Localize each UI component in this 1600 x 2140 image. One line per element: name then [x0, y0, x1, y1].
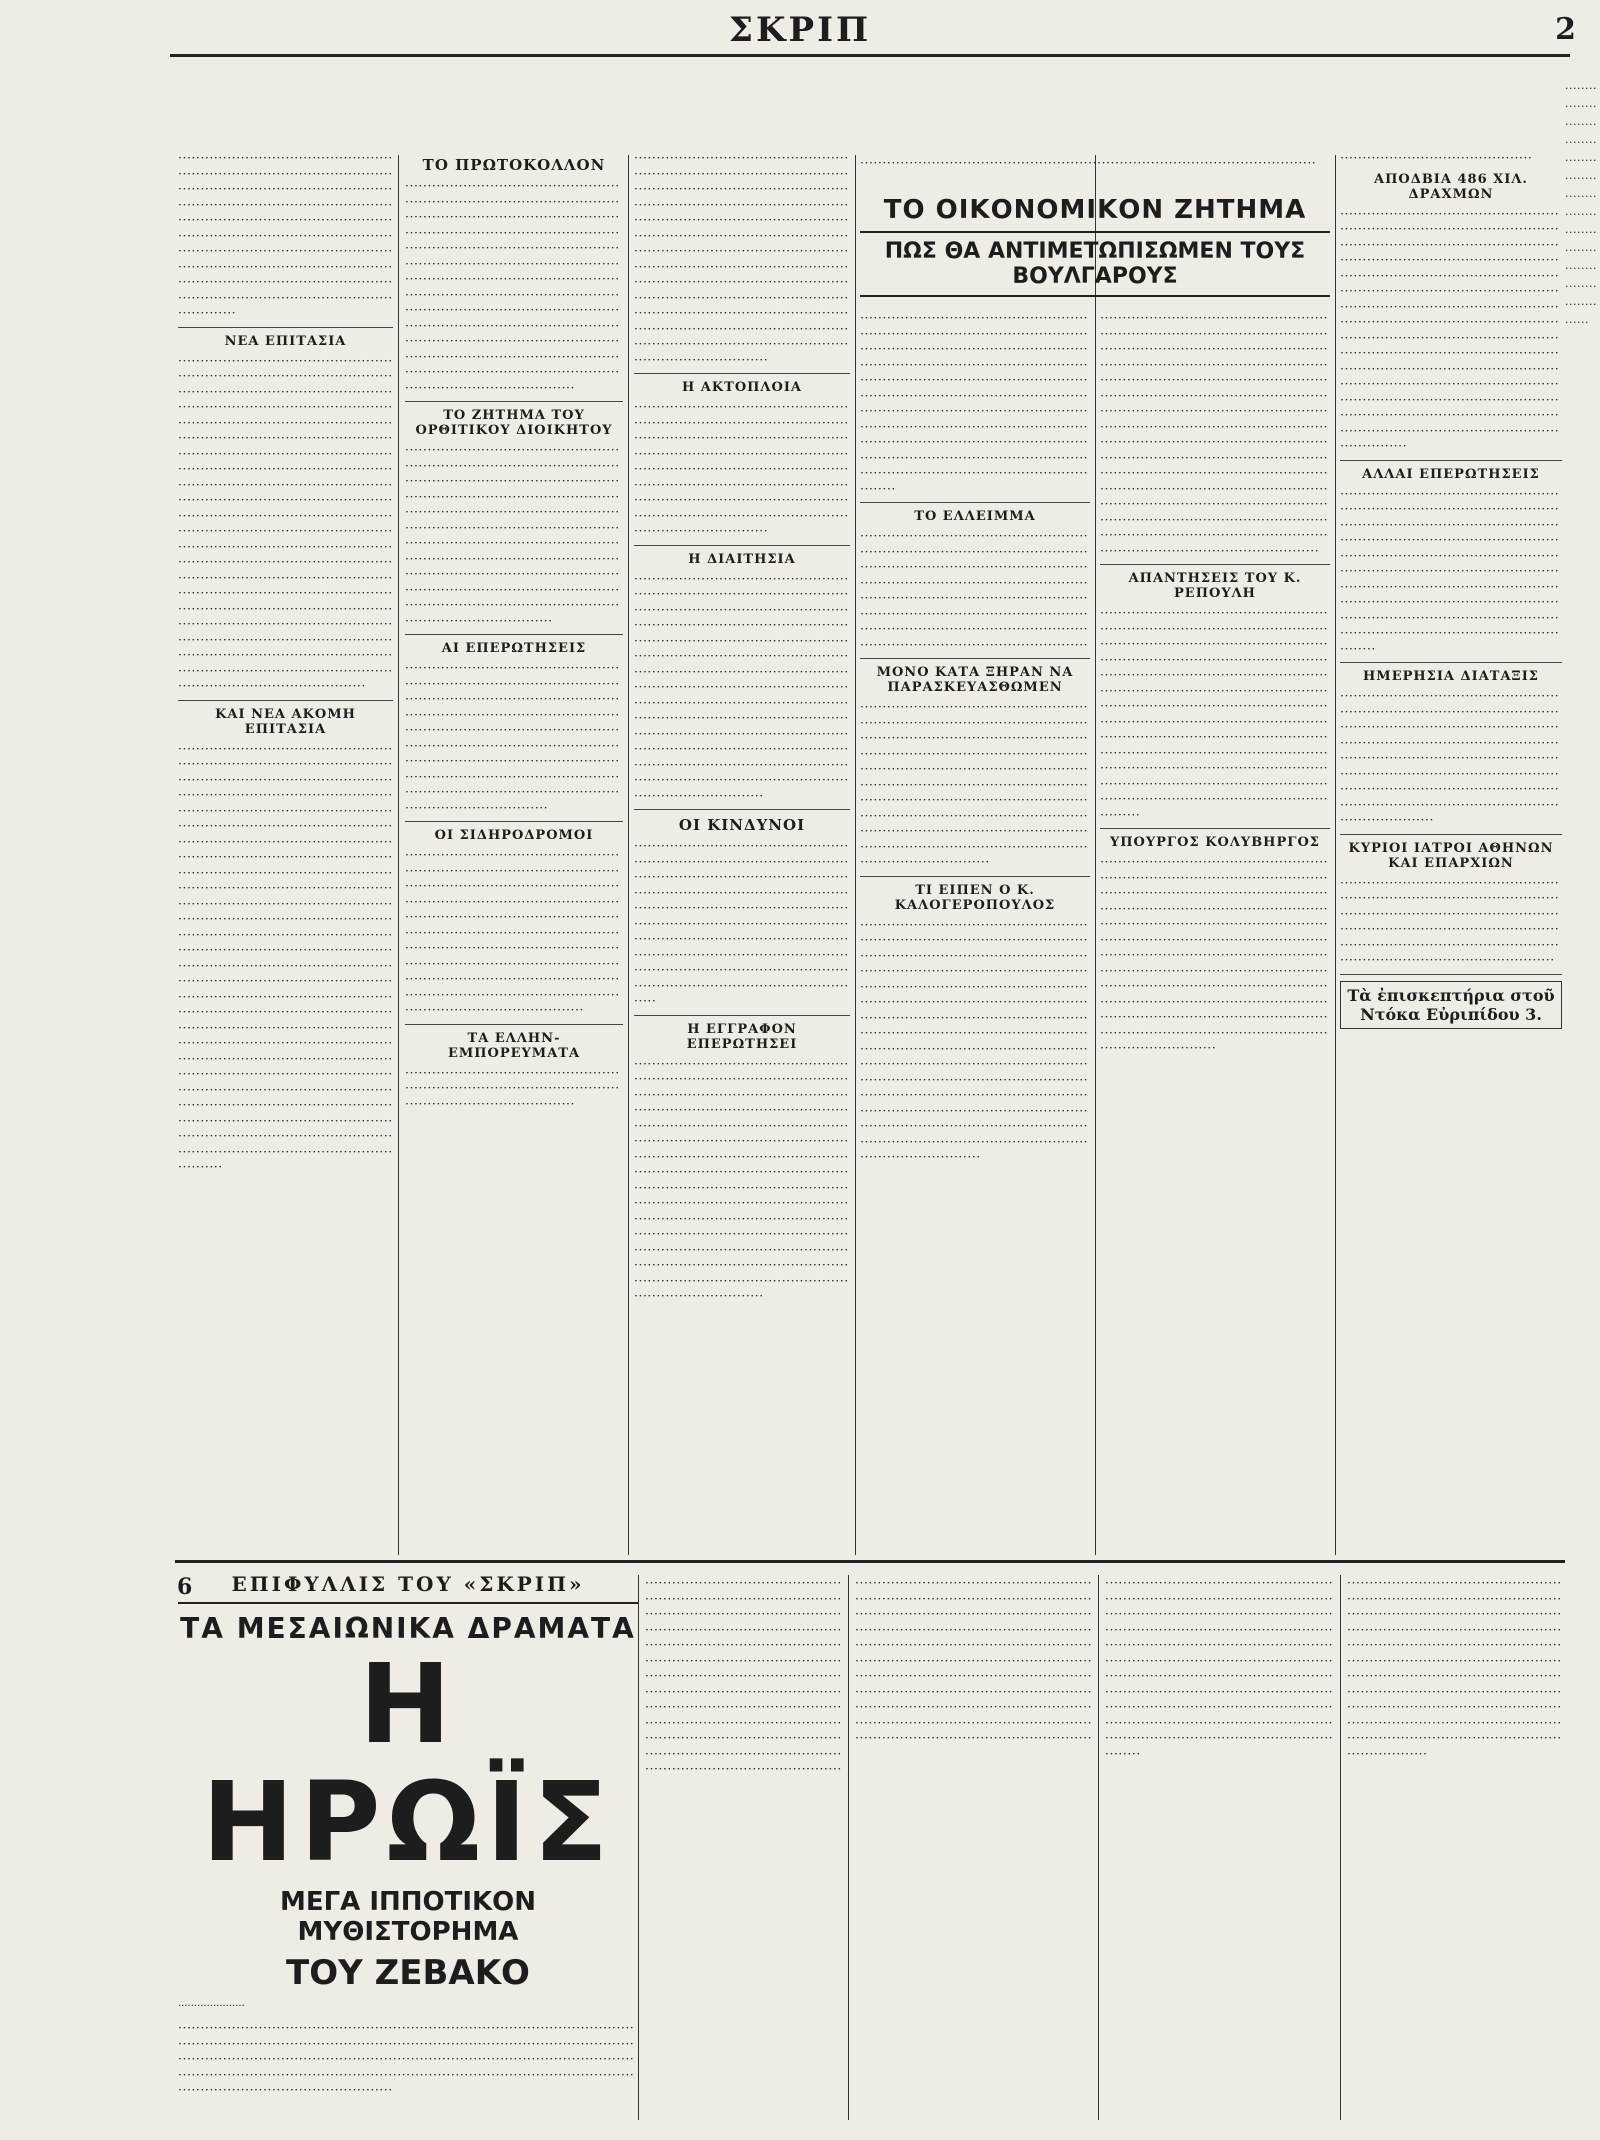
main-article-header	[860, 195, 1330, 305]
article-body: ······························································································································································································································································································································································································································································································································································································································································	[1100, 854, 1329, 1055]
article-heading: ΜΟΝΟ ΚΑΤΑ ΞΗΡΑΝ ΝΑ ΠΑΡΑΣΚΕΥΑΣΘΩΜΕΝ	[876, 665, 1074, 695]
column-1	[178, 150, 393, 1550]
divider	[178, 700, 393, 701]
edge-text: ··············································································································	[1565, 82, 1597, 329]
serial-body: ·······································································································································································································································································································································································································································································································································································································	[855, 1575, 1093, 1745]
column-divider	[1098, 1575, 1099, 2120]
article-body: ··············································································································································································································································································································································································································································································································································································································································································································································································	[1340, 205, 1560, 453]
article-heading: ΤΟ ΠΡΩΤΟΚΟΛΛΟΝ	[422, 156, 606, 174]
article-heading: ΤΙ ΕΙΠΕΝ Ο Κ. ΚΑΛΟΓΕΡΟΠΟΥΛΟΣ	[894, 882, 1056, 913]
article-body: ·············································································································································································································································································································································································································································································································	[178, 150, 393, 320]
article-heading: Η ΑΚΤΟΠΛΟΙΑ	[681, 380, 803, 395]
article-body: ···························································································································································································································································································································································································································································································································································	[860, 699, 1089, 869]
masthead-rule	[170, 54, 1570, 57]
main-headline: ΤΟ ΟΙΚΟΝΟΜΙΚΟΝ ΖΗΤΗΜΑ	[883, 195, 1307, 225]
article-heading: ΤΟ ΖΗΤΗΜΑ ΤΟΥ ΟΡΘΙΤΙΚΟΥ ΔΙΟΙΚΗΤΟΥ	[415, 408, 613, 438]
article-body: ······································································································································	[405, 1064, 620, 1111]
column-divider	[628, 155, 629, 1555]
article-body: ·························································································································································································································································································································································································································································································································································································	[860, 310, 1089, 496]
article-heading: ΚΑΙ ΝΕΑ ΑΚΟΜΗ ΕΠΙΤΑΣΙΑ	[215, 706, 356, 737]
article-body: ··············································································································································································································································································································································································································································································································································································································································································································································································································································	[1100, 310, 1329, 558]
divider	[1340, 974, 1562, 975]
col4-top-text	[860, 155, 1330, 191]
article-body: ··························································································································································································································································································································································································································································································································································································································································································································································································································································································································································································································································································································································································································································································································································	[178, 740, 393, 1174]
article-body: ························································································································································································································································································································································································································	[860, 528, 1089, 652]
serial-body: ··································································································································································································································································································································································································································································································································································	[1347, 1575, 1562, 1761]
divider	[860, 295, 1330, 297]
article-body: ································································································································································································································································································································································································································································································································································································································································································	[1100, 605, 1329, 822]
divider	[634, 373, 850, 374]
serial-author: ΤΟΥ ΖΕΒΑΚΟ	[286, 1953, 530, 1993]
divider	[634, 1015, 850, 1016]
divider	[860, 658, 1090, 659]
article-heading: ΟΙ ΚΙΝΔΥΝΟΙ	[678, 816, 806, 834]
divider	[860, 876, 1090, 877]
divider	[634, 545, 850, 546]
divider	[178, 327, 393, 328]
advertisement: Τὰ ἐπισκεπτήρια στοῦ Ντόκα Εὐριπίδου 3.	[1340, 981, 1562, 1029]
article-heading: ΚΥΡΙΟΙ ΙΑΤΡΟΙ ΑΘΗΝΩΝ ΚΑΙ ΕΠΑΡΧΙΩΝ	[1348, 840, 1554, 871]
article-body: ·················································································································································································································································································································································································································································································································································································	[405, 442, 620, 628]
article-body: ························································································································································································································································································································································································································································································································································································································································································································································································································	[860, 916, 1089, 1164]
column-3	[634, 150, 850, 1550]
column-divider	[1095, 155, 1096, 1555]
serial-body: ····························································································································································································································································································································································································································································································································································································	[645, 1575, 842, 1776]
article-heading: ΝΕΑ ΕΠΙΤΑΣΙΑ	[224, 333, 347, 349]
serial-number: 6	[177, 1574, 193, 1600]
article-heading: ΑΠΟΔΒΙΑ 486 ΧΙΛ. ΔΡΑΧΜΩΝ	[1374, 171, 1528, 202]
divider	[1100, 828, 1330, 829]
serial-subtitle: ΜΕΓΑ ΙΠΠΟΤΙΚΟΝ ΜΥΘΙΣΤΟΡΗΜΑ	[279, 1887, 537, 1947]
newspaper-title: ΣΚΡΙΠ	[728, 10, 872, 50]
column-4	[860, 310, 1090, 1550]
article-body: ··················································································································································································································································································································································································································································································································	[1340, 485, 1560, 656]
article-heading: ΗΜΕΡΗΣΙΑ ΔΙΑΤΑΞΙΣ	[1363, 669, 1539, 684]
page-number: 2	[1555, 12, 1576, 47]
article-body: ··············································································································································································································································································································································································································································································································································································································································································	[634, 150, 849, 367]
serial-column-5	[1347, 1575, 1562, 2120]
article-heading: Η ΕΓΓΡΑΦΟΝ ΕΠΕΡΩΤΗΣΕΙ	[686, 1021, 798, 1052]
column-5	[1100, 310, 1330, 1550]
article-heading: ΤΟ ΕΛΛΕΙΜΜΑ	[914, 509, 1036, 524]
main-subheadline: ΠΩΣ ΘΑ ΑΝΤΙΜΕΤΩΠΙΣΩΜΕΝ ΤΟΥΣ ΒΟΥΛΓΑΡΟΥΣ	[884, 239, 1306, 289]
article-body: ······················································································································································································································································································································································································································································································································································································································································································	[405, 178, 620, 395]
article-heading: ΤΑ ΕΛΛΗΝ-ΕΜΠΟΡΕΥΜΑΤΑ	[447, 1030, 581, 1061]
article-heading: ΑΛΛΑΙ ΕΠΕΡΩΤΗΣΕΙΣ	[1362, 466, 1540, 482]
serial-column-4	[1105, 1575, 1335, 2120]
divider	[405, 1024, 623, 1025]
section-rule	[175, 1560, 1565, 1563]
torn-edge	[1565, 80, 1600, 1580]
column-divider	[638, 1575, 639, 2120]
serial-header: ΕΠΙΦΥΛΛΙΣ ΤΟΥ «ΣΚΡΙΠ»	[231, 1572, 585, 1596]
divider	[1340, 460, 1562, 461]
column-6	[1340, 150, 1562, 1550]
article-body: ·····························································································································································································································································································································································································································································································································································································································································································································	[634, 570, 849, 803]
column-divider	[855, 155, 856, 1555]
column-divider	[398, 155, 399, 1555]
divider	[405, 401, 623, 402]
article-body: ·····························································································································································································································································································································································································································	[1340, 688, 1560, 827]
article-body: ···········································	[1340, 150, 1533, 165]
article-heading: ΑΠΑΝΤΗΣΕΙΣ ΤΟΥ Κ. ΡΕΠΟΥΛΗ	[1128, 571, 1302, 601]
article-body: ················································································································································································································································································································································································································································································	[405, 660, 620, 815]
article-body: ·····································································································································································································································································································································································································································································································	[634, 838, 849, 1008]
article-body: ·····································································································································································································································································································	[1340, 874, 1560, 967]
divider	[860, 502, 1090, 503]
column-divider	[1340, 1575, 1341, 2120]
article-heading: ΟΙ ΣΙΔΗΡΟΔΡΟΜΟΙ	[434, 828, 594, 843]
column-divider	[1335, 155, 1336, 1555]
article-heading: ΥΠΟΥΡΓΟΣ ΚΟΛΥΒΗΡΓΟΣ	[1110, 835, 1320, 850]
article-body: ··························································································································································································································································································································································································································································································································································································································································································································································································································································································································································································································································································	[178, 352, 393, 693]
serial-body: ·························································································································································································································································································································································································································································································································································································	[1105, 1575, 1334, 1761]
serial-body: ········································································································································································································································································································································································································································································	[178, 2020, 635, 2097]
serial-column-2	[645, 1575, 845, 2120]
article-body: ········································································································································································································································································································································································································································································································································	[405, 847, 620, 1017]
serial-title: Η ΗΡΩΪΣ	[201, 1640, 615, 1886]
column-divider	[848, 1575, 849, 2120]
serial-section	[178, 1572, 638, 2098]
divider	[860, 231, 1330, 233]
divider	[405, 821, 623, 822]
article-body: ·············································································································································································································································································································································································································································································································································································································································································································································································	[634, 1055, 849, 1303]
continuation-note: ·····················	[178, 2001, 245, 2012]
divider	[1340, 834, 1562, 835]
article-body: ······························································································································································································································································································································································································································	[634, 399, 849, 538]
serial-column-3	[855, 1575, 1093, 2120]
divider	[634, 809, 850, 810]
serial-drama-label: ΤΑ ΜΕΣΑΙΩΝΙΚΑ ΔΡΑΜΑΤΑ	[180, 1612, 636, 1645]
column-2	[405, 150, 623, 1550]
divider	[1100, 564, 1330, 565]
article-body: ······································································································	[860, 155, 1317, 170]
divider	[178, 1602, 638, 1604]
article-heading: Η ΔΙΑΙΤΗΣΙΑ	[688, 551, 796, 567]
masthead	[0, 10, 1600, 54]
article-heading: ΑΙ ΕΠΕΡΩΤΗΣΕΙΣ	[441, 641, 587, 656]
divider	[405, 634, 623, 635]
divider	[1340, 662, 1562, 663]
